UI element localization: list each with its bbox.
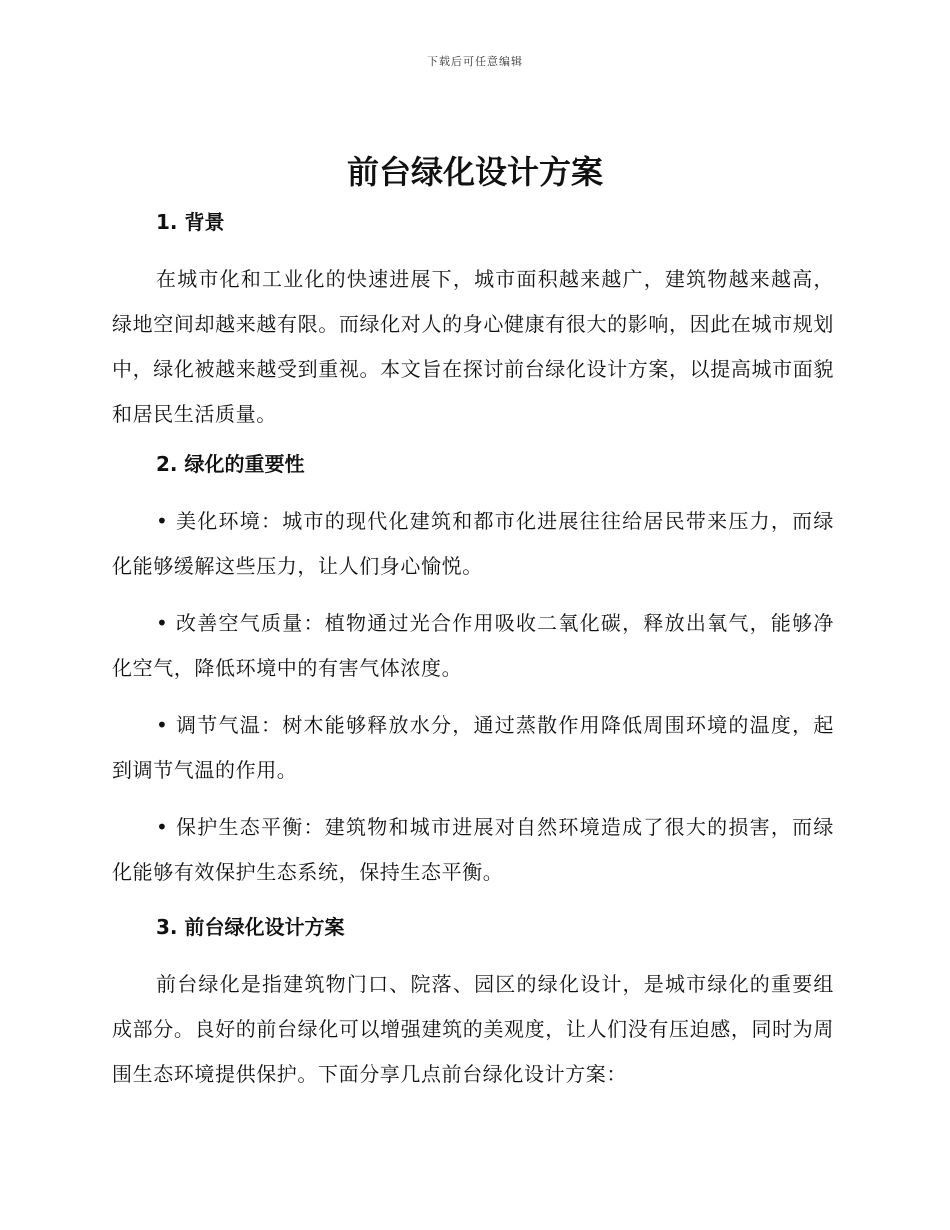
bullet-regulate-temperature: • 调节气温：树木能够释放水分，通过蒸散作用降低周围环境的温度，起到调节气温的作用。 — [112, 713, 834, 782]
bullet-beautify-environment: • 美化环境：城市的现代化建筑和都市化进展往往给居民带来压力，而绿化能够缓解这些压力，让人们身心愉悦。 — [112, 509, 834, 578]
section-heading-background: 1. 背景 — [156, 210, 225, 234]
bullet-improve-air-quality: • 改善空气质量：植物通过光合作用吸收二氧化碳，释放出氧气，能够净化空气，降低环境中的有害气体浓度。 — [112, 611, 834, 680]
page-header: 下载后可任意编辑 — [427, 55, 523, 68]
section-heading-design-plan: 3. 前台绿化设计方案 — [156, 915, 345, 939]
document-title: 前台绿化设计方案 — [346, 153, 603, 191]
design-plan-paragraph: 前台绿化是指建筑物门口、院落、园区的绿化设计，是城市绿化的重要组成部分。良好的前台绿化可以增强建筑的美观度，让人们没有压迫感，同时为周围生态环境提供保护。下面分享几点前台绿化设计方案： — [112, 972, 834, 1086]
bullet-protect-ecology: • 保护生态平衡：建筑物和城市进展对自然环境造成了很大的损害，而绿化能够有效保护生态系统，保持生态平衡。 — [112, 815, 834, 884]
document-body — [112, 200, 834, 1097]
background-paragraph: 在城市化和工业化的快速进展下，城市面积越来越广，建筑物越来越高，绿地空间却越来越有限。而绿化对人的身心健康有很大的影响，因此在城市规划中，绿化被越来越受到重视。本文旨在探讨前台绿化设计方案，以提高城市面貌和居民生活质量。 — [112, 267, 834, 426]
section-heading-importance: 2. 绿化的重要性 — [156, 452, 305, 476]
